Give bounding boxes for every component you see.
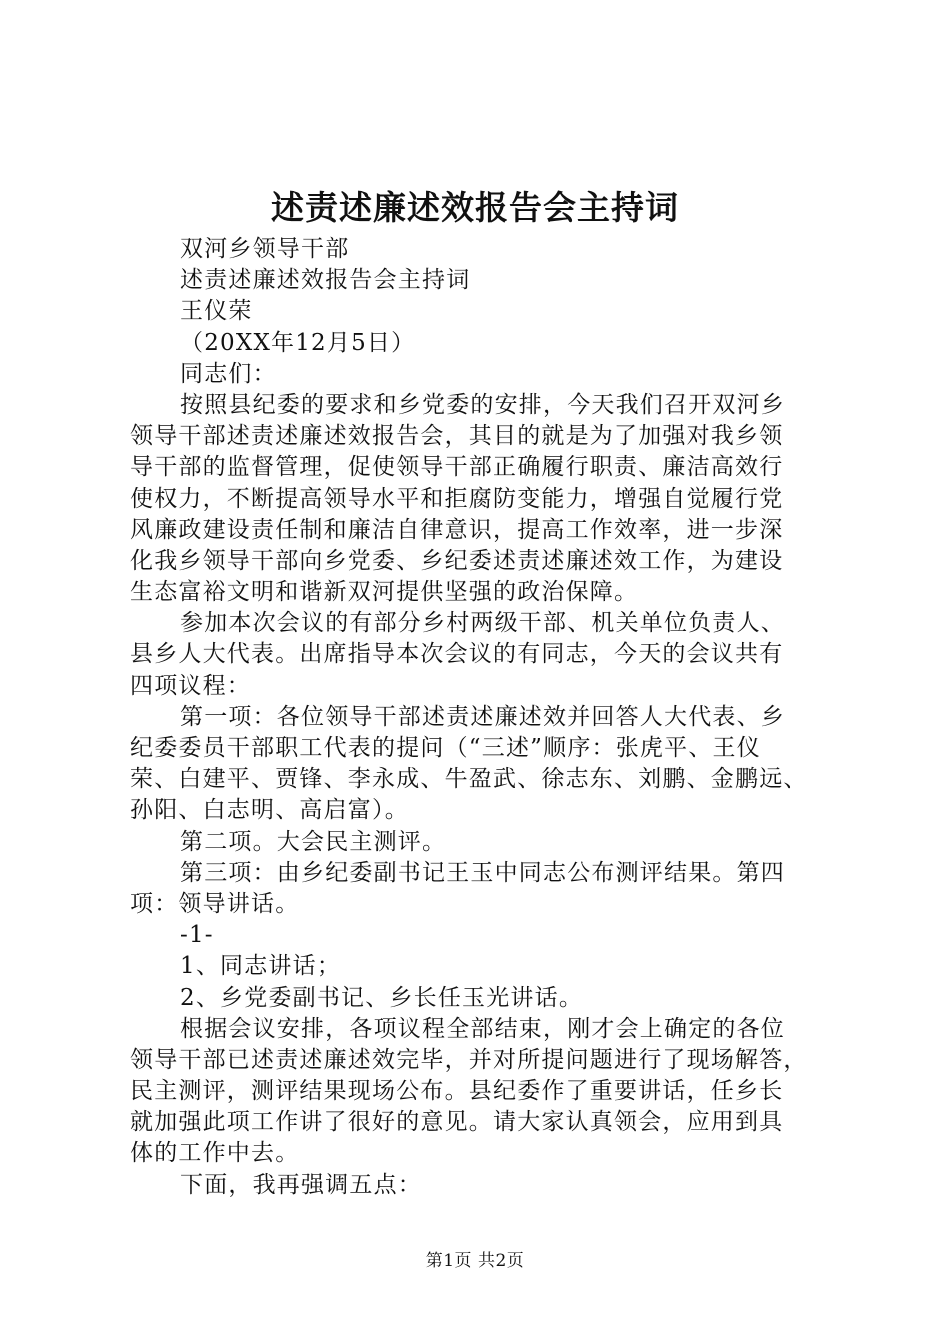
header-line: 王仪荣 [180, 298, 253, 325]
document-title: 述责述廉述效报告会主持词 [271, 188, 679, 227]
paragraph-line: 根据会议安排，各项议程全部结束，刚才会上确定的各位 [180, 1015, 785, 1042]
paragraph-line: 化我乡领导干部向乡党委、乡纪委述责述廉述效工作，为建设 [130, 547, 784, 574]
paragraph-line: 参加本次会议的有部分乡村两级干部、机关单位负责人、 [180, 610, 785, 637]
paragraph-line: 第三项：由乡纪委副书记王玉中同志公布测评结果。第四 [180, 859, 785, 886]
paragraph-line: 按照县纪委的要求和乡党委的安排，今天我们召开双河乡 [180, 391, 785, 418]
paragraph-line: 孙阳、白志明、高启富）。 [130, 797, 409, 824]
paragraph-line: 体的工作中去。 [130, 1140, 300, 1167]
paragraph-line: 项：领导讲话。 [130, 890, 300, 917]
paragraph-line: 纪委委员干部职工代表的提问（“三述”顺序：张虎平、王仪 [130, 735, 761, 761]
paragraph-line: 民主测评，测评结果现场公布。县纪委作了重要讲话，任乡长 [130, 1078, 784, 1105]
paragraph-line: 风廉政建设责任制和廉洁自律意识，提高工作效率，进一步深 [130, 516, 784, 543]
paragraph-line: 领导干部已述责述廉述效完毕，并对所提问题进行了现场解答， [130, 1046, 808, 1073]
paragraph-line: 下面，我再强调五点： [180, 1171, 422, 1198]
header-line: 同志们： [180, 360, 277, 387]
paragraph-line: 1、同志讲话； [180, 953, 342, 980]
paragraph-line: 导干部的监督管理，促使领导干部正确履行职责、廉洁高效行 [130, 454, 784, 481]
paragraph-line: 就加强此项工作讲了很好的意见。请大家认真领会，应用到具 [130, 1109, 784, 1136]
paragraph-line: 使权力，不断提高领导水平和拒腐防变能力，增强自觉履行党 [130, 485, 784, 512]
paragraph-line: 2、乡党委副书记、乡长任玉光讲话。 [180, 984, 584, 1011]
header-line: 述责述廉述效报告会主持词 [180, 267, 471, 294]
header-line: 双河乡领导干部 [180, 236, 350, 262]
page-marker: -1- [180, 922, 214, 949]
paragraph-line: 第二项。大会民主测评。 [180, 828, 447, 855]
paragraph-line: 县乡人大代表。出席指导本次会议的有同志，今天的会议共有 [130, 641, 784, 668]
paragraph-line: 领导干部述责述廉述效报告会，其目的就是为了加强对我乡领 [130, 423, 784, 450]
header-line: （20XX年12月5日） [180, 329, 416, 356]
paragraph-line: 第一项：各位领导干部述责述廉述效并回答人大代表、乡 [180, 703, 785, 730]
paragraph-line: 生态富裕文明和谐新双河提供坚强的政治保障。 [130, 579, 639, 606]
page-footer: 第1页 共2页 [425, 1251, 525, 1271]
document-body [130, 234, 830, 1201]
paragraph-line: 四项议程： [130, 672, 251, 699]
paragraph-line: 荣、白建平、贾锋、李永成、牛盈武、徐志东、刘鹏、金鹏远、 [130, 766, 808, 793]
